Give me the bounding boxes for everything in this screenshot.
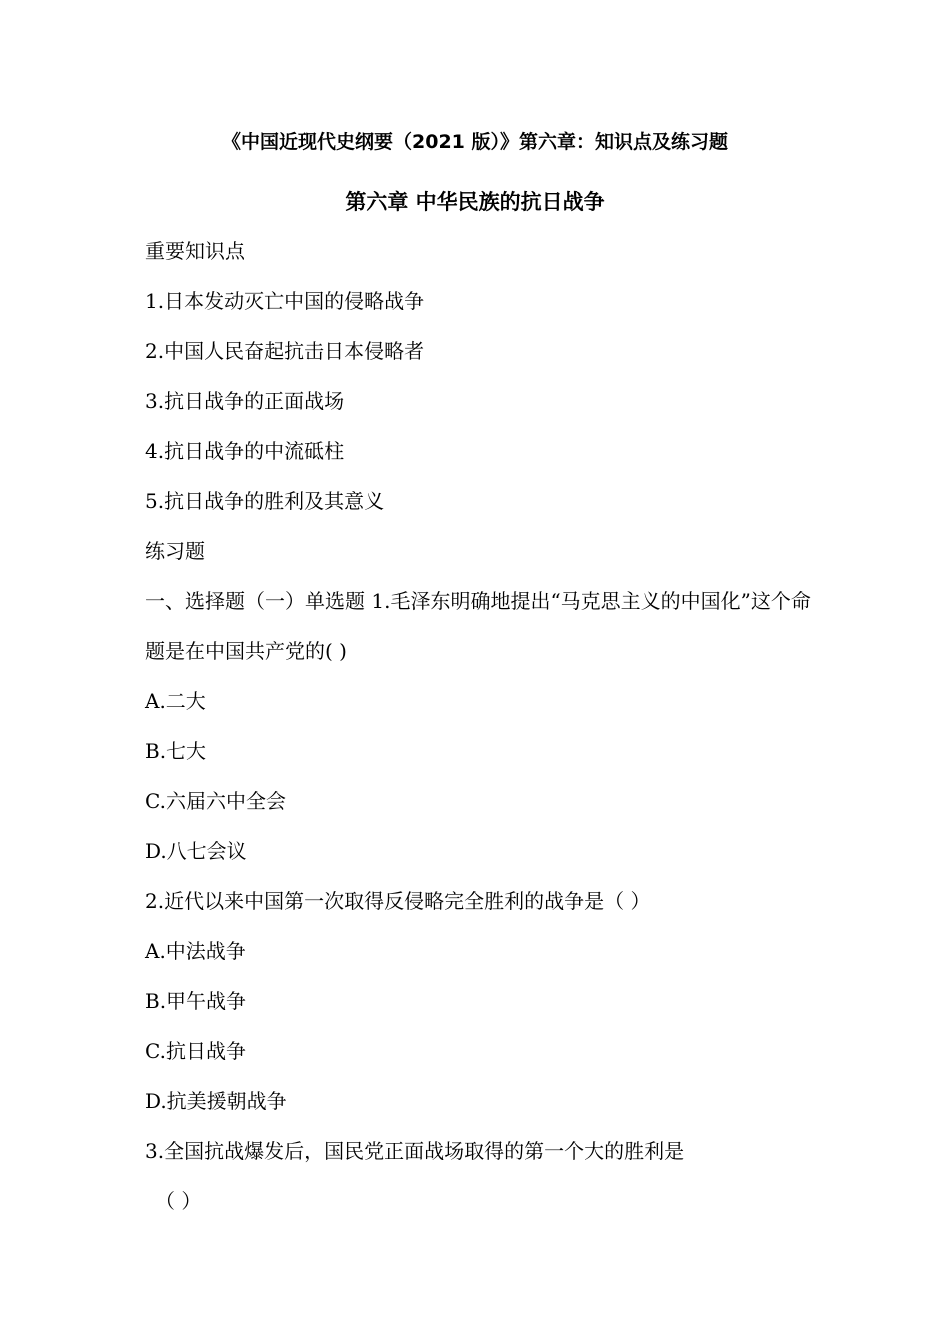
question-1-option-c: C.六届六中全会 xyxy=(145,789,286,813)
question-2-option-d: D.抗美援朝战争 xyxy=(145,1089,287,1113)
question-3-text: 3.全国抗战爆发后，国民党正面战场取得的第一个大的胜利是 xyxy=(145,1139,685,1163)
question-2-text: 2.近代以来中国第一次取得反侵略完全胜利的战争是（ ） xyxy=(145,889,651,913)
knowledge-item-5: 5.抗日战争的胜利及其意义 xyxy=(145,489,385,513)
knowledge-item-2: 2.中国人民奋起抗击日本侵略者 xyxy=(145,339,425,363)
knowledge-heading: 重要知识点 xyxy=(145,239,245,263)
question-1-option-d: D.八七会议 xyxy=(145,839,247,863)
question-2-option-a: A.中法战争 xyxy=(145,939,246,963)
question-2-option-b: B.甲午战争 xyxy=(145,989,247,1013)
exercises-heading: 练习题 xyxy=(145,539,205,563)
question-1-option-a: A.二大 xyxy=(145,689,206,713)
chapter-title: 第六章 中华民族的抗日战争 xyxy=(345,190,605,214)
question-1-text: 一、选择题（一）单选题 1.毛泽东明确地提出“马克思主义的中国化”这个命题是在中国共产党的( ) xyxy=(145,589,811,663)
question-2-option-c: C.抗日战争 xyxy=(145,1039,246,1063)
question-1-option-b: B.七大 xyxy=(145,739,207,763)
question-3-answer-blank: （ ） xyxy=(155,1189,202,1213)
document-title: 《中国近现代史纲要（2021 版）》第六章：知识点及练习题 xyxy=(222,131,728,153)
knowledge-item-1: 1.日本发动灭亡中国的侵略战争 xyxy=(145,289,425,313)
document-body xyxy=(145,234,825,1234)
knowledge-item-3: 3.抗日战争的正面战场 xyxy=(145,389,345,413)
knowledge-item-4: 4.抗日战争的中流砥柱 xyxy=(145,439,345,463)
